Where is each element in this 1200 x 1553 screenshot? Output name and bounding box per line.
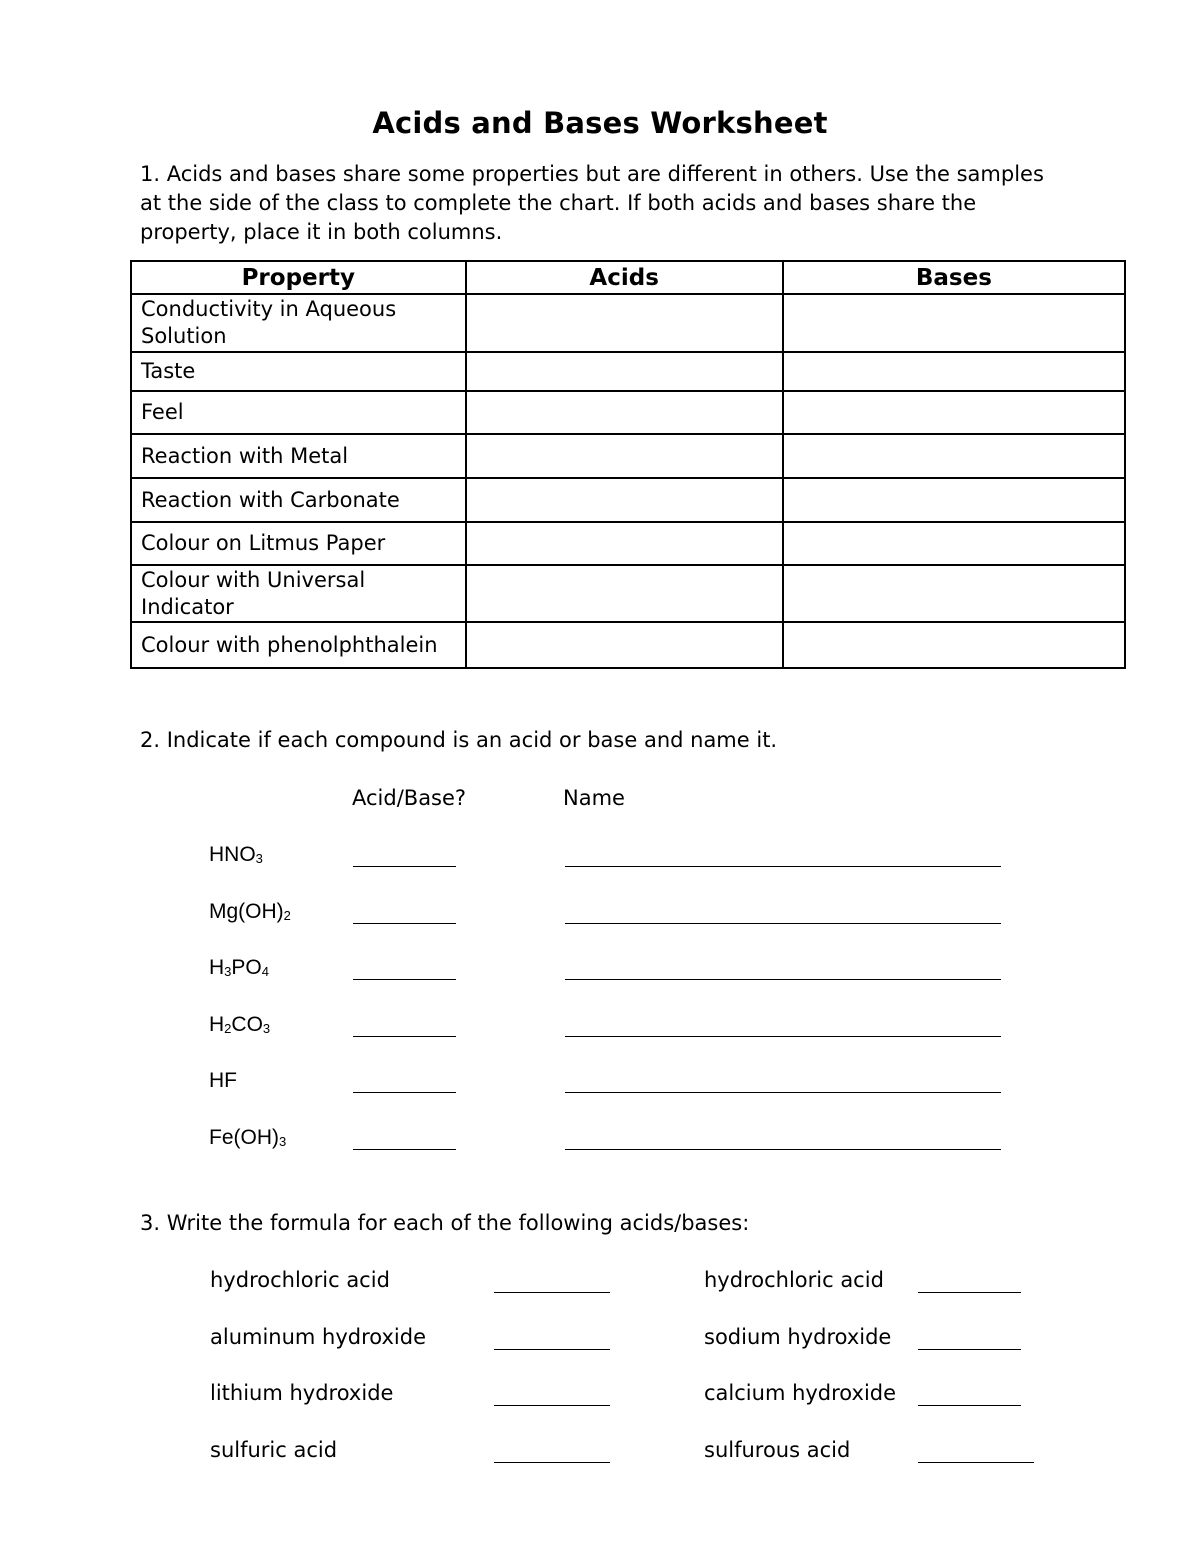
acid-base-answer-blank[interactable]	[353, 979, 456, 980]
header-bases: Bases	[783, 261, 1125, 294]
question-2-instructions: 2. Indicate if each compound is an acid or base and name it.	[140, 728, 778, 752]
formula-answer-blank[interactable]	[918, 1349, 1021, 1350]
bases-answer-cell[interactable]	[783, 622, 1125, 668]
property-label: Colour with Universal Indicator	[131, 565, 466, 622]
property-label: Colour with phenolphthalein	[131, 622, 466, 668]
property-label: Feel	[131, 391, 466, 434]
bases-answer-cell[interactable]	[783, 391, 1125, 434]
compound-formula: $H_3PO_4$	[209, 956, 269, 979]
formula-answer-blank[interactable]	[918, 1292, 1021, 1293]
acids-answer-cell[interactable]	[466, 294, 783, 352]
acids-answer-cell[interactable]	[466, 352, 783, 391]
table-row	[131, 294, 1125, 352]
acids-answer-cell[interactable]	[466, 434, 783, 478]
acid-base-answer-blank[interactable]	[353, 866, 456, 867]
bases-answer-cell[interactable]	[783, 434, 1125, 478]
table-row	[131, 478, 1125, 522]
table-row	[131, 565, 1125, 622]
name-answer-blank[interactable]	[565, 1149, 1001, 1150]
bases-answer-cell[interactable]	[783, 478, 1125, 522]
question-3-instructions: 3. Write the formula for each of the following acids/bases:	[140, 1211, 750, 1235]
compound-formula: $HNO_3$	[209, 843, 263, 866]
bases-answer-cell[interactable]	[783, 352, 1125, 391]
acids-answer-cell[interactable]	[466, 622, 783, 668]
formula-answer-blank[interactable]	[494, 1292, 610, 1293]
property-label: Taste	[131, 352, 466, 391]
compound-formula: $H_2CO_3$	[209, 1013, 271, 1036]
formula-answer-blank[interactable]	[494, 1405, 610, 1406]
table-row	[131, 622, 1125, 668]
compound-formula: HF	[209, 1069, 237, 1092]
question-1-instructions: 1. Acids and bases share some properties but are different in others. Use the samples at the side of the class to complete the chart. If both acids and bases share the property, place it in both columns.	[140, 162, 1044, 244]
compound-name: aluminum hydroxide	[210, 1325, 427, 1349]
acid-base-answer-blank[interactable]	[353, 1036, 456, 1037]
formula-answer-blank[interactable]	[918, 1462, 1034, 1463]
compound-row	[0, 956, 1200, 986]
compound-name: hydrochloric acid	[210, 1268, 390, 1292]
header-property: Property	[131, 261, 466, 294]
formula-answer-blank[interactable]	[494, 1349, 610, 1350]
acids-answer-cell[interactable]	[466, 391, 783, 434]
compound-row	[0, 1069, 1200, 1099]
name-answer-blank[interactable]	[565, 1092, 1001, 1093]
bases-answer-cell[interactable]	[783, 522, 1125, 565]
formula-row	[0, 1381, 1200, 1411]
bases-answer-cell[interactable]	[783, 294, 1125, 352]
property-label: Conductivity in Aqueous Solution	[131, 294, 466, 352]
compound-name: calcium hydroxide	[704, 1381, 897, 1405]
property-label: Reaction with Carbonate	[131, 478, 466, 522]
compound-formula: $Mg(OH)_2$	[209, 900, 291, 923]
name-answer-blank[interactable]	[565, 866, 1001, 867]
formula-row	[0, 1268, 1200, 1298]
acids-answer-cell[interactable]	[466, 522, 783, 565]
property-label: Reaction with Metal	[131, 434, 466, 478]
acid-base-column-header: Acid/Base?	[352, 786, 467, 810]
acids-answer-cell[interactable]	[466, 478, 783, 522]
name-column-header: Name	[563, 786, 625, 810]
compound-name: sodium hydroxide	[704, 1325, 892, 1349]
name-answer-blank[interactable]	[565, 1036, 1001, 1037]
table-row	[131, 391, 1125, 434]
acid-base-answer-blank[interactable]	[353, 1149, 456, 1150]
compound-row	[0, 1013, 1200, 1043]
compound-formula: $Fe(OH)_3$	[209, 1126, 287, 1149]
formula-row	[0, 1438, 1200, 1468]
compound-name: sulfuric acid	[210, 1438, 338, 1462]
bases-answer-cell[interactable]	[783, 565, 1125, 622]
properties-chart	[130, 260, 1126, 669]
compound-name: hydrochloric acid	[704, 1268, 884, 1292]
compound-name: sulfurous acid	[704, 1438, 851, 1462]
compound-row	[0, 900, 1200, 930]
acid-base-answer-blank[interactable]	[353, 923, 456, 924]
name-answer-blank[interactable]	[565, 979, 1001, 980]
formula-answer-blank[interactable]	[918, 1405, 1021, 1406]
header-acids: Acids	[466, 261, 783, 294]
acid-base-answer-blank[interactable]	[353, 1092, 456, 1093]
table-row	[131, 434, 1125, 478]
acids-answer-cell[interactable]	[466, 565, 783, 622]
compound-row	[0, 843, 1200, 873]
table-row	[131, 522, 1125, 565]
name-answer-blank[interactable]	[565, 923, 1001, 924]
formula-row	[0, 1325, 1200, 1355]
property-label: Colour on Litmus Paper	[131, 522, 466, 565]
compound-name: lithium hydroxide	[210, 1381, 394, 1405]
chart-header-row	[131, 261, 1125, 294]
table-row	[131, 352, 1125, 391]
formula-answer-blank[interactable]	[494, 1462, 610, 1463]
compound-row	[0, 1126, 1200, 1156]
page-title: Acids and Bases Worksheet	[372, 106, 828, 140]
